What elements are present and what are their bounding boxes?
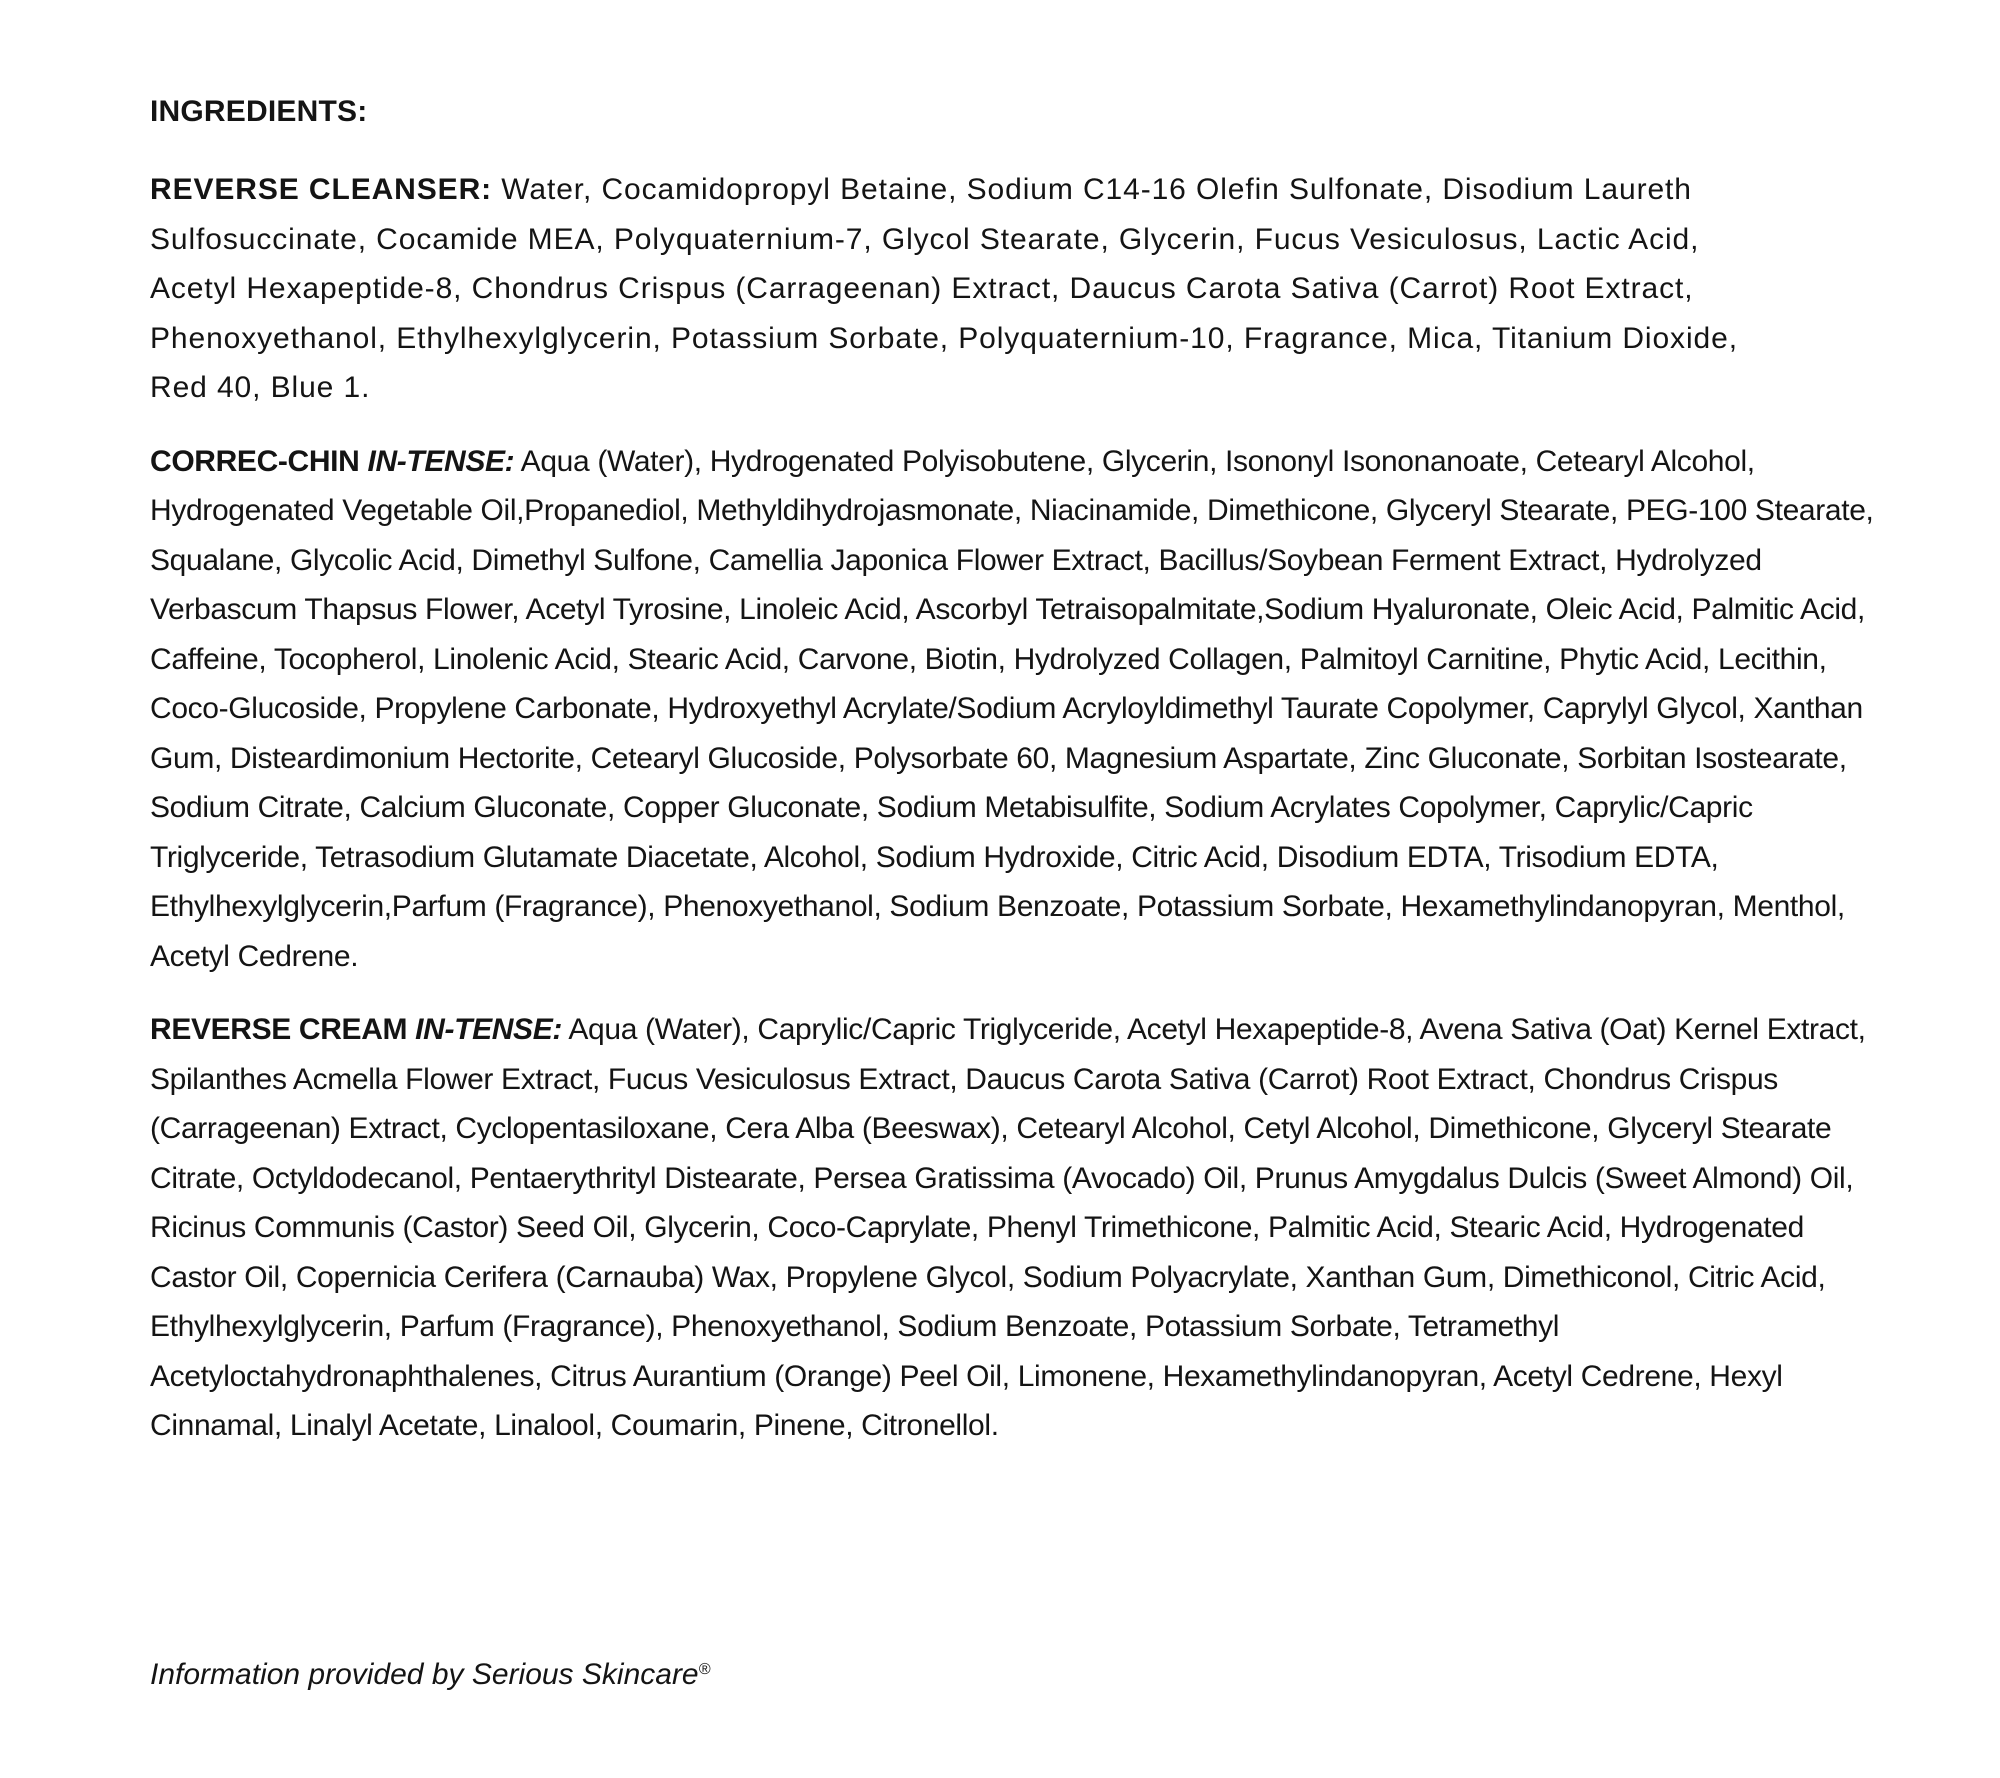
ingredient-list: Aqua (Water), Hydrogenated Polyisobutene, Glycerin, Isononyl Isononanoate, Cetearyl Alcohol, Hydrogenated Vegetable Oil,Propanediol, Methyldihydrojasmonate, Niacinamide, Dimethicone, Glyceryl Stearate, PEG-100 Stearate, Squalane, Glycolic Acid, Dimethyl Sulfone, Camellia Japonica Flower Extract, Bacillus/Soybean Ferment Extract, Hydrolyzed Verbascum Thapsus Flower, Acetyl Tyrosine, Linoleic Acid, Ascorbyl Tetraisopalmitate,Sodium Hyaluronate, Oleic Acid, Palmitic Acid, Caffeine, Tocopherol, Linolenic Acid, Stearic Acid, Carvone, Biotin, Hydrolyzed Collagen, Palmitoyl Carnitine, Phytic Acid, Lecithin, Coco-Glucoside, Propylene Carbonate, Hydroxyethyl Acrylate/Sodium Acryloyldimethyl Taurate Copolymer, Caprylyl Glycol, Xanthan Gum, Disteardimonium Hectorite, Cetearyl Glucoside, Polysorbate 60, Magnesium Aspartate, Zinc Gluconate, Sorbitan Isostearate, Sodium Citrate, Calcium Gluconate, Copper Gluconate, Sodium Metabisulfite, Sodium Acrylates Copolymer, Caprylic/Capric Triglyceride, Tetrasodium Glutamate Diacetate, Alcohol, Sodium Hydroxide, Citric Acid, Disodium EDTA, Trisodium EDTA, Ethylhexylglycerin,Parfum (Fragrance), Phenoxyethanol, Sodium Benzoate, Potassium Sorbate, Hexamethylindanopyran, Menthol, Acetyl Cedrene. <box>150 444 1874 973</box>
section-label-italic: IN-TENSE: <box>415 1013 563 1046</box>
ingredients-document <box>150 92 1874 1475</box>
registered-mark: ® <box>698 1661 711 1678</box>
section-reverse-cleanser <box>150 165 1770 413</box>
ingredients-heading: INGREDIENTS: <box>150 95 368 128</box>
source-attribution <box>150 1650 710 1695</box>
section-label: CORREC-CHIN <box>150 444 368 478</box>
section-correc-chin-intense <box>150 437 1875 982</box>
section-label-italic: IN-TENSE: <box>367 444 515 478</box>
ingredient-list: Water, Cocamidopropyl Betaine, Sodium C14-16 Olefin Sulfonate, Disodium Laureth Sulfosuccinate, Cocamide MEA, Polyquaternium-7, Glycol Stearate, Glycerin, Fucus Vesiculosus, Lactic Acid, Acetyl Hexapeptide-8, Chondrus Crispus (Carrageenan) Extract, Daucus Carota Sativa (Carrot) Root Extract, Phenoxyethanol, Ethylhexylglycerin, Potassium Sorbate, Polyquaternium-10, Fragrance, Mica, Titanium Dioxide, Red 40, Blue 1. <box>150 173 1738 404</box>
ingredient-list: Aqua (Water), Caprylic/Capric Triglyceride, Acetyl Hexapeptide-8, Avena Sativa (Oat) Kernel Extract, Spilanthes Acmella Flower Extract, Fucus Vesiculosus Extract, Daucus Carota Sativa (Carrot) Root Extract, Chondrus Crispus (Carrageenan) Extract, Cyclopentasiloxane, Cera Alba (Beeswax), Cetearyl Alcohol, Cetyl Alcohol, Dimethicone, Glyceryl Stearate Citrate, Octyldodecanol, Pentaerythrityl Distearate, Persea Gratissima (Avocado) Oil, Prunus Amygdalus Dulcis (Sweet Almond) Oil, Ricinus Communis (Castor) Seed Oil, Glycerin, Coco-Caprylate, Phenyl Trimethicone, Palmitic Acid, Stearic Acid, Hydrogenated Castor Oil, Copernicia Cerifera (Carnauba) Wax, Propylene Glycol, Sodium Polyacrylate, Xanthan Gum, Dimethiconol, Citric Acid, Ethylhexylglycerin, Parfum (Fragrance), Phenoxyethanol, Sodium Benzoate, Potassium Sorbate, Tetramethyl Acetyloctahydronaphthalenes, Citrus Aurantium (Orange) Peel Oil, Limonene, Hexamethylindanopyran, Acetyl Cedrene, Hexyl Cinnamal, Linalyl Acetate, Linalool, Coumarin, Pinene, Citronellol. <box>150 1013 1866 1442</box>
attribution-text: Information provided by Serious Skincare <box>150 1658 699 1691</box>
section-label: REVERSE CREAM <box>150 1013 416 1046</box>
section-reverse-cream-intense <box>150 1005 1875 1451</box>
section-label: REVERSE CLEANSER: <box>150 173 493 206</box>
